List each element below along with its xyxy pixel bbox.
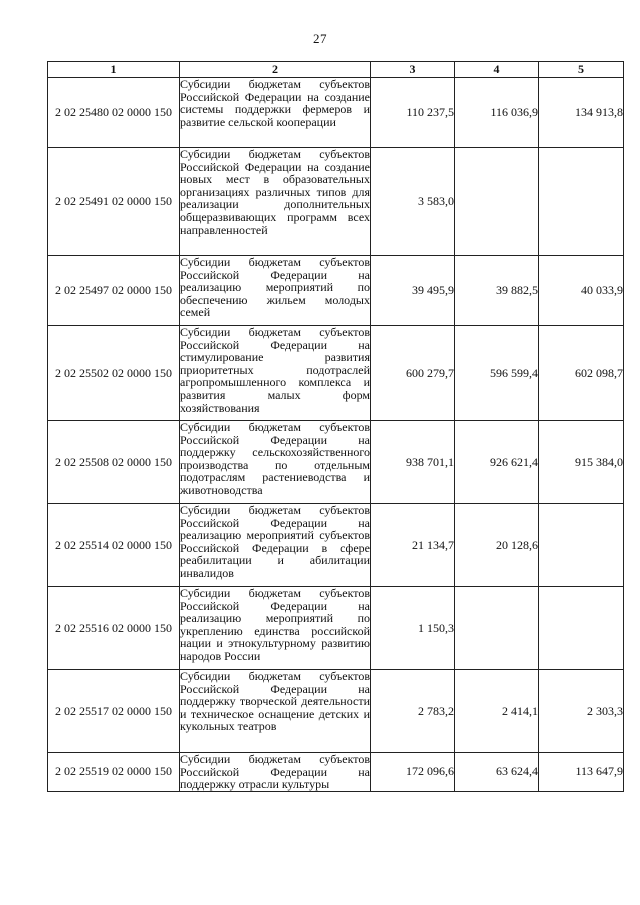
amount-cell-col5: 113 647,9 xyxy=(539,753,624,792)
amount-cell-col5 xyxy=(539,148,624,256)
column-header: 5 xyxy=(539,62,624,78)
budget-code-cell: 2 02 25480 02 0000 150 xyxy=(48,78,180,148)
amount-cell-col4 xyxy=(455,148,539,256)
description-cell xyxy=(180,421,371,504)
description-cell xyxy=(180,587,371,670)
description-cell xyxy=(180,78,371,148)
description-text: Субсидии бюджетам субъектов Российской Федерации на создание системы поддержки фермеров и развитие сельской кооперации xyxy=(180,77,370,129)
table-row xyxy=(48,78,624,148)
page-number: 27 xyxy=(313,31,327,46)
amount-cell-col4: 596 599,4 xyxy=(455,326,539,421)
amount-cell-col3: 938 701,1 xyxy=(371,421,455,504)
budget-code-cell: 2 02 25491 02 0000 150 xyxy=(48,148,180,256)
table-row xyxy=(48,256,624,326)
budget-code-cell: 2 02 25519 02 0000 150 xyxy=(48,753,180,792)
amount-cell-col3: 110 237,5 xyxy=(371,78,455,148)
table-row xyxy=(48,421,624,504)
amount-cell-col4 xyxy=(455,587,539,670)
table-row xyxy=(48,148,624,256)
table-row xyxy=(48,670,624,753)
description-cell xyxy=(180,326,371,421)
amount-cell-col3: 21 134,7 xyxy=(371,504,455,587)
description-cell xyxy=(180,753,371,792)
table-row xyxy=(48,504,624,587)
amount-cell-col5 xyxy=(539,504,624,587)
column-header: 3 xyxy=(371,62,455,78)
amount-cell-col5: 2 303,3 xyxy=(539,670,624,753)
budget-code-cell: 2 02 25497 02 0000 150 xyxy=(48,256,180,326)
description-cell xyxy=(180,504,371,587)
amount-cell-col4: 20 128,6 xyxy=(455,504,539,587)
column-header: 4 xyxy=(455,62,539,78)
amount-cell-col4: 926 621,4 xyxy=(455,421,539,504)
table-row xyxy=(48,587,624,670)
table-header-row xyxy=(48,62,624,78)
description-cell xyxy=(180,670,371,753)
description-text: Субсидии бюджетам субъектов Российской Федерации на поддержку сельскохозяйственного производства по отдельным подотраслям растениеводства и животноводства xyxy=(180,420,370,497)
amount-cell-col4: 63 624,4 xyxy=(455,753,539,792)
budget-code-cell: 2 02 25508 02 0000 150 xyxy=(48,421,180,504)
amount-cell-col3: 2 783,2 xyxy=(371,670,455,753)
description-text: Субсидии бюджетам субъектов Российской Федерации на реализацию мероприятий субъектов Российской Федерации в сфере реабилитации и абилитации инвалидов xyxy=(180,503,370,580)
budget-table xyxy=(47,61,624,792)
description-text: Субсидии бюджетам субъектов Российской Федерации на создание новых мест в образовательных организациях различных типов для реализации дополнительных общеразвивающих программ всех направленностей xyxy=(180,147,370,237)
amount-cell-col5 xyxy=(539,587,624,670)
description-text: Субсидии бюджетам субъектов Российской Федерации на поддержку творческой деятельности и техническое оснащение детских и кукольных театров xyxy=(180,669,370,734)
amount-cell-col4: 2 414,1 xyxy=(455,670,539,753)
budget-code-cell: 2 02 25516 02 0000 150 xyxy=(48,587,180,670)
table-row xyxy=(48,753,624,792)
amount-cell-col3: 1 150,3 xyxy=(371,587,455,670)
description-cell xyxy=(180,256,371,326)
amount-cell-col4: 39 882,5 xyxy=(455,256,539,326)
amount-cell-col3: 3 583,0 xyxy=(371,148,455,256)
amount-cell-col4: 116 036,9 xyxy=(455,78,539,148)
table-row xyxy=(48,326,624,421)
description-text: Субсидии бюджетам субъектов Российской Федерации на реализацию мероприятий по обеспечению жильем молодых семей xyxy=(180,255,370,320)
amount-cell-col3: 172 096,6 xyxy=(371,753,455,792)
description-text: Субсидии бюджетам субъектов Российской Федерации на реализацию мероприятий по укреплению единства российской нации и этнокультурному развитию народов России xyxy=(180,586,370,663)
budget-code-cell: 2 02 25502 02 0000 150 xyxy=(48,326,180,421)
description-text: Субсидии бюджетам субъектов Российской Федерации на поддержку отрасли культуры xyxy=(180,752,370,792)
description-cell xyxy=(180,148,371,256)
budget-code-cell: 2 02 25514 02 0000 150 xyxy=(48,504,180,587)
budget-code-cell: 2 02 25517 02 0000 150 xyxy=(48,670,180,753)
column-header: 2 xyxy=(180,62,371,78)
column-header: 1 xyxy=(48,62,180,78)
amount-cell-col5: 602 098,7 xyxy=(539,326,624,421)
amount-cell-col3: 39 495,9 xyxy=(371,256,455,326)
amount-cell-col3: 600 279,7 xyxy=(371,326,455,421)
amount-cell-col5: 915 384,0 xyxy=(539,421,624,504)
description-text: Субсидии бюджетам субъектов Российской Федерации на стимулирование развития приоритетных подотраслей агропромышленного комплекса и развития малых форм хозяйствования xyxy=(180,325,370,415)
amount-cell-col5: 40 033,9 xyxy=(539,256,624,326)
amount-cell-col5: 134 913,8 xyxy=(539,78,624,148)
